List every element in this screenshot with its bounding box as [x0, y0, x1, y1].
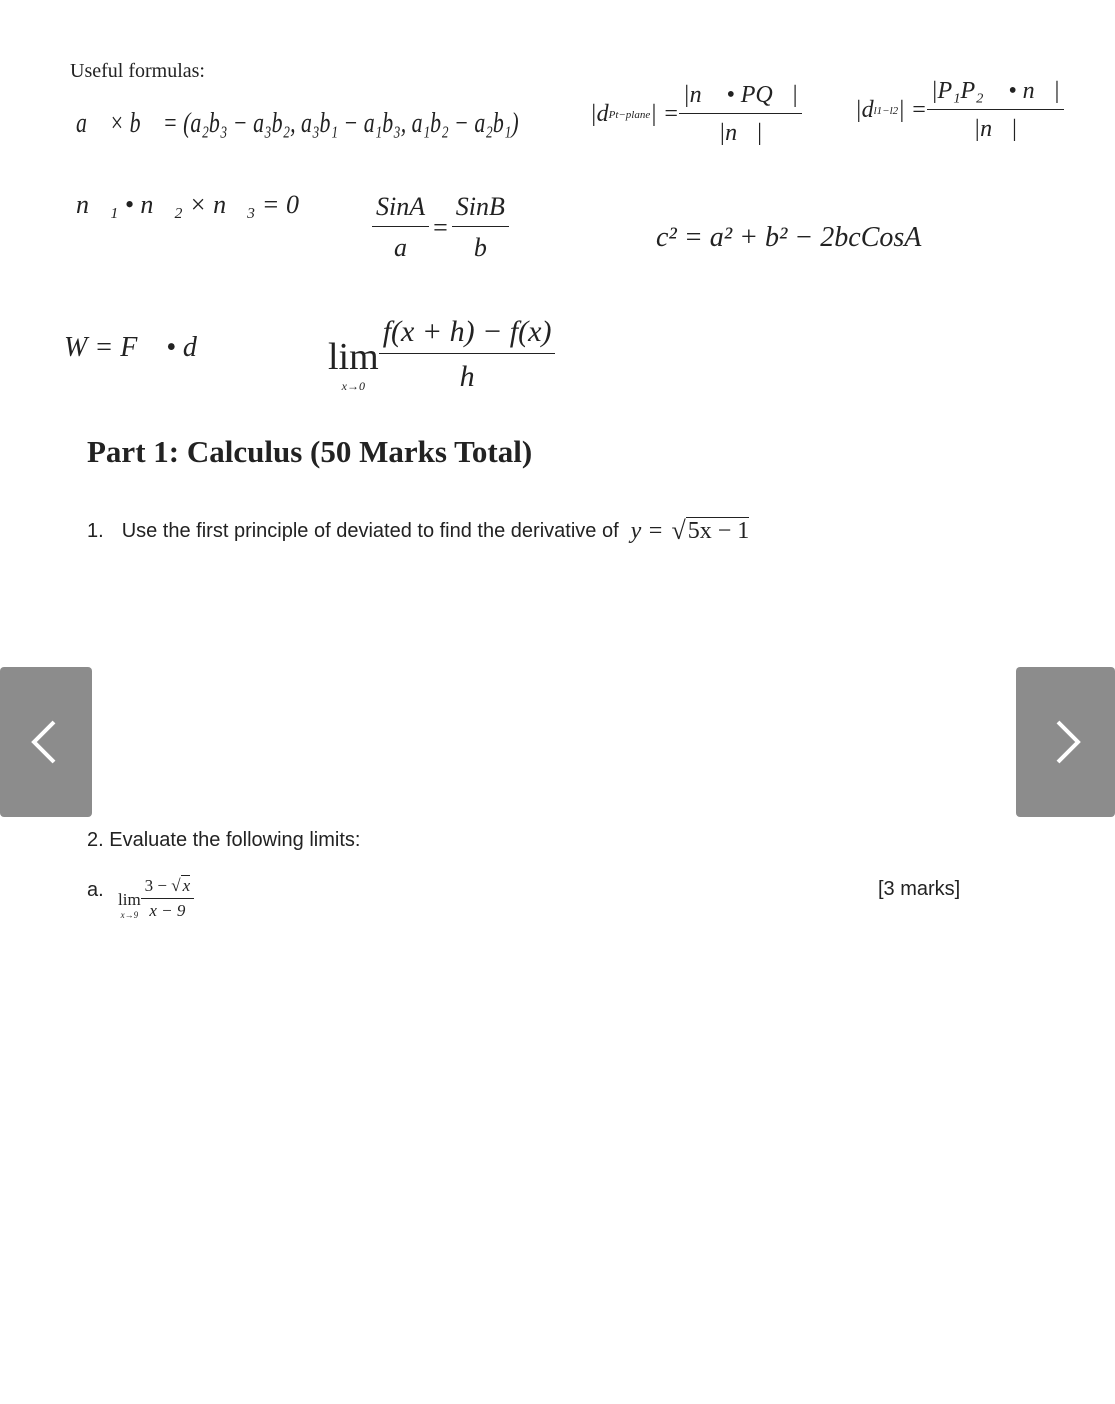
numerator-prefix: 3 −	[144, 876, 168, 895]
numerator: |P₁P₂⃗ • n⃗|	[927, 78, 1064, 110]
formula-subscript: Pt−plane	[608, 108, 651, 121]
sine-law-formula	[372, 192, 509, 263]
chevron-right-icon	[1046, 717, 1086, 767]
numerator: SinB	[452, 192, 509, 227]
previous-page-button[interactable]	[0, 667, 92, 817]
sqrt-sign: √	[671, 516, 686, 545]
limit-subscript: x→0	[341, 379, 365, 393]
limit-word: lim	[328, 336, 379, 378]
line-line-distance-formula	[855, 78, 1064, 143]
formula-subscript: l1−l2	[873, 104, 899, 117]
math-radicand: 5x − 1	[687, 518, 750, 544]
question-text: Use the first principle of deviated to find the derivative of	[121, 519, 619, 542]
fraction	[927, 78, 1064, 143]
fraction	[452, 192, 509, 263]
numerator: SinA	[372, 192, 429, 227]
question-2a-label: a.	[87, 879, 104, 901]
formula-abs: | =	[650, 101, 680, 127]
formula-lhs: |d	[590, 101, 609, 127]
denominator: x − 9	[149, 901, 186, 920]
chevron-left-icon	[26, 717, 66, 767]
question-2a-marks: [3 marks]	[878, 878, 961, 900]
denominator: h	[459, 360, 475, 393]
denominator: a	[394, 233, 408, 262]
question-2a-limit	[118, 876, 194, 921]
numerator: f(x + h) − f(x)	[379, 315, 556, 354]
fraction: $\frac{3 - √ x}{x - 9}$	[141, 876, 194, 921]
fraction	[372, 192, 429, 263]
numerator: |n⃗ • PQ⃗|	[679, 82, 802, 114]
question-number: 1.	[87, 519, 104, 542]
math-lhs: y =	[630, 517, 664, 544]
fraction	[379, 315, 556, 394]
cross-product-wrapper	[76, 108, 576, 140]
formula-lhs: |d	[855, 97, 874, 123]
limit-subscript: x→9	[120, 909, 139, 920]
first-principle-formula	[328, 315, 555, 394]
denominator: b	[473, 233, 487, 262]
next-page-button[interactable]	[1016, 667, 1115, 817]
formulas-heading: Useful formulas:	[70, 60, 205, 82]
equals-sign: =	[433, 212, 448, 242]
question-2: 2. Evaluate the following limits:	[87, 829, 361, 851]
question-1	[87, 516, 749, 546]
numerator-radicand: x	[182, 876, 191, 895]
fraction	[679, 82, 802, 147]
work-formula: W = F⃗ • d⃗	[64, 332, 219, 363]
cross-product-formula: a⃗ × b⃗ = (a₂b₃ − a₃b₂, a₃b₁ − a₁b₃, a₁b₂ − a₂b₁)	[76, 108, 519, 139]
point-plane-distance-formula	[590, 82, 802, 147]
formula-abs: | =	[898, 97, 927, 123]
denominator: |n⃗|	[973, 116, 1018, 142]
cosine-law-formula: c² = a² + b² − 2bcCosA	[656, 222, 922, 253]
denominator: |n⃗|	[718, 120, 763, 146]
coplanar-formula: n⃗₁ • n⃗₂ × n⃗₃ = 0	[76, 190, 299, 219]
limit-word: lim	[118, 889, 141, 909]
part1-title: Part 1: Calculus (50 Marks Total)	[87, 434, 533, 469]
